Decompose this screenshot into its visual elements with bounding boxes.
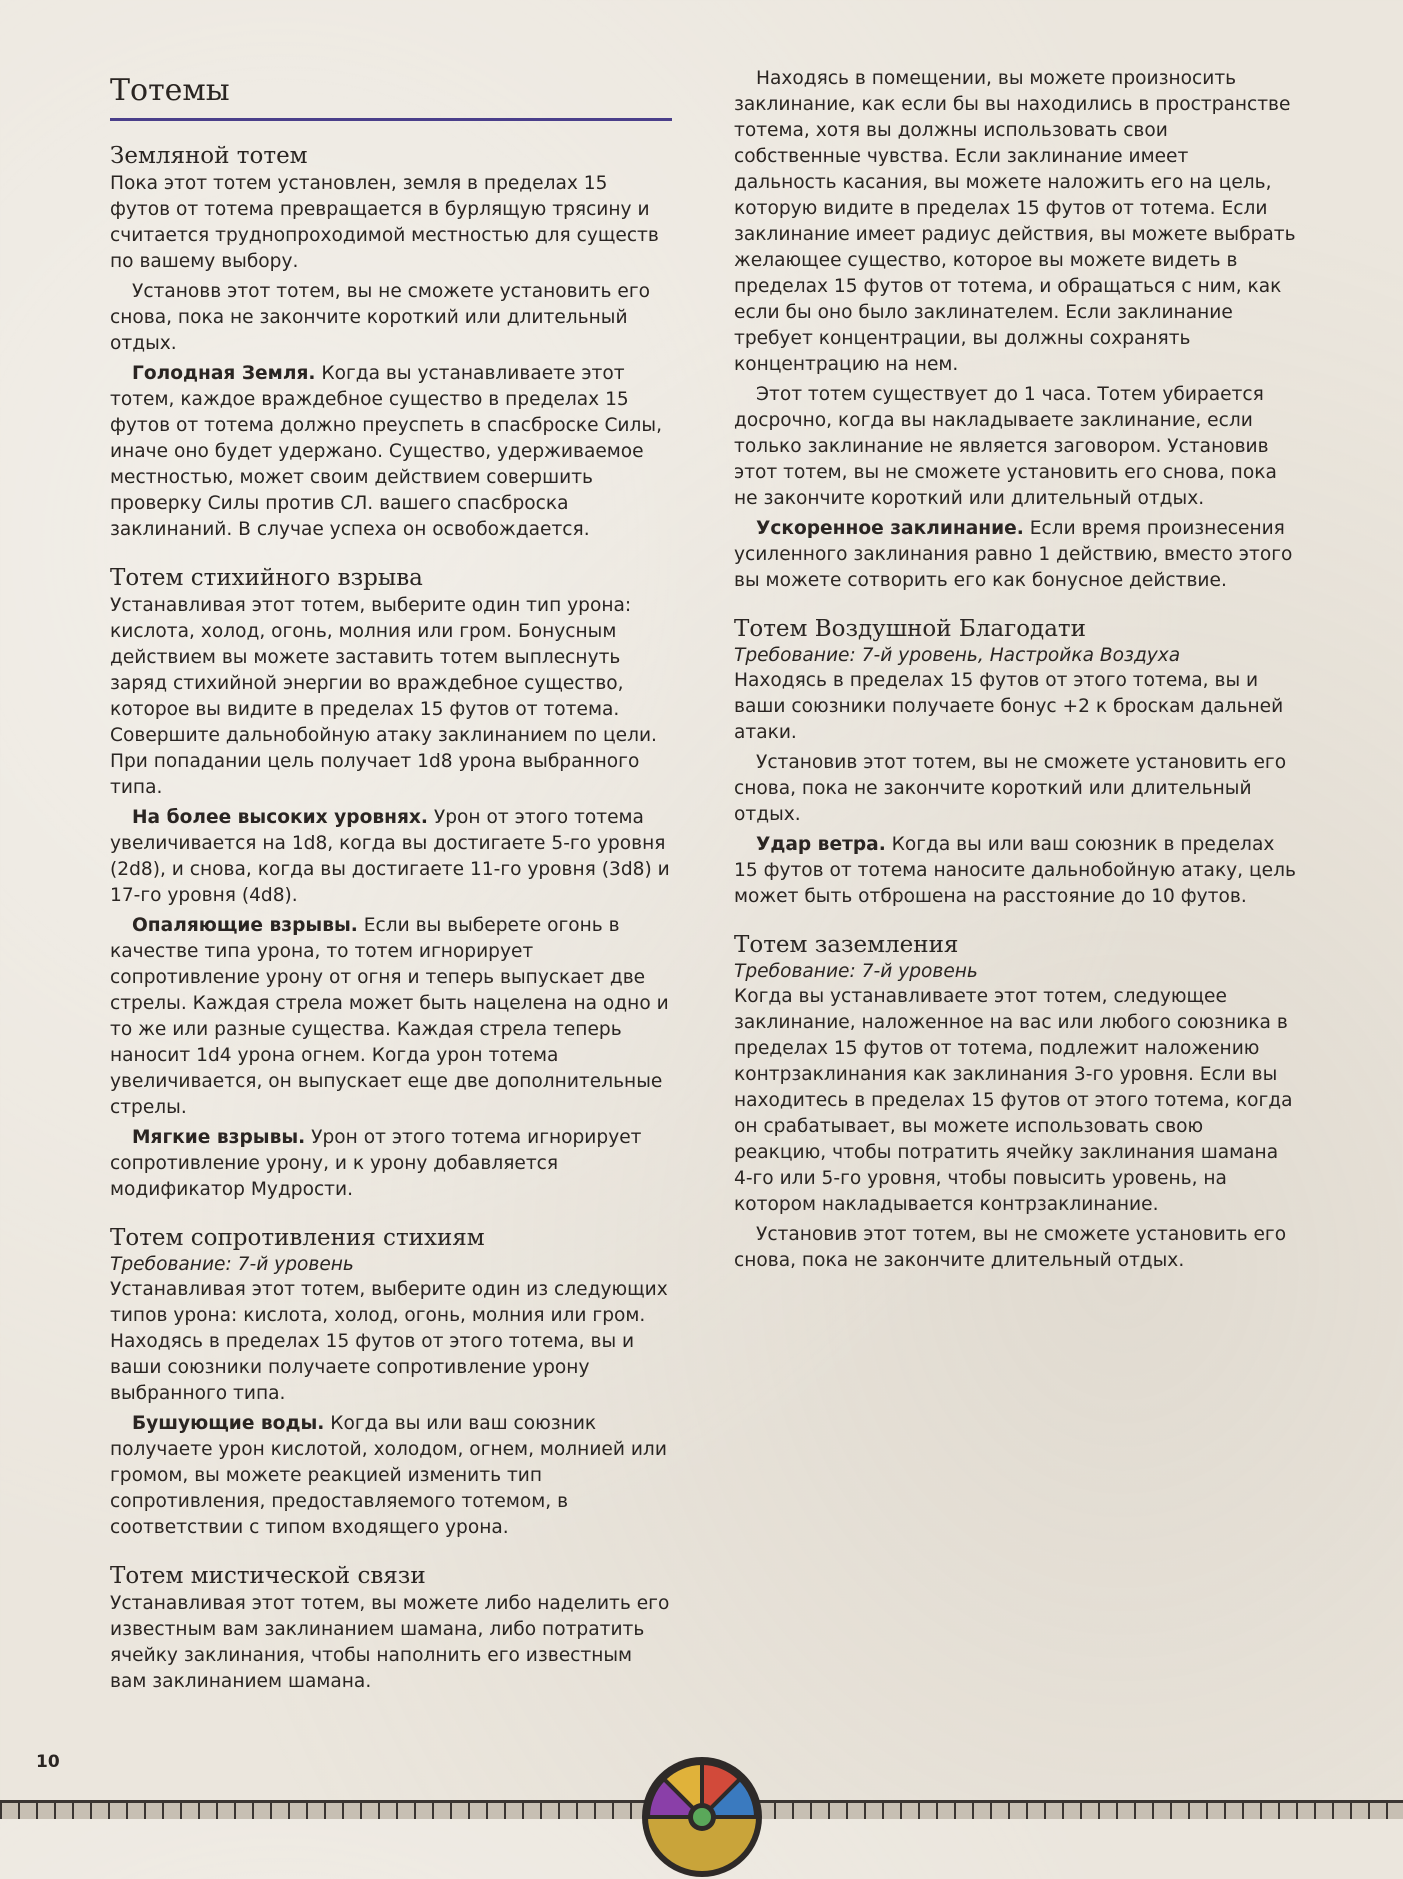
paragraph-text: Установв этот тотем, вы не сможете установить его снова, пока не закончите короткий или длительный отдых. [110, 281, 650, 354]
paragraph [110, 279, 672, 357]
paragraph [734, 750, 1296, 828]
paragraph [110, 913, 672, 1121]
paragraph-text: Когда вы устанавливаете этот тотем, каждое враждебное существо в пределах 15 футов от тотема должно преуспеть в спасброске Силы, иначе оно будет удержано. Существо, удерживаемое местностью, может своим действием совершить проверку Силы против СЛ. вашего спасброска заклинаний. В случае успеха он освобождается. [110, 363, 662, 540]
paragraph-text: Пока этот тотем установлен, земля в пределах 15 футов от тотема превращается в бурлящую трясину и считается труднопроходимой местностью для существ по вашему выбору. [110, 173, 659, 272]
paragraph-text: Когда вы устанавливаете этот тотем, следующее заклинание, наложенное на вас или любого союзника в пределах 15 футов от тотема, подлежит наложению контрзаклинания как заклинания 3-го уровня. Если вы находитесь в пределах 15 футов от этого тотема, когда он срабатывает, вы можете использовать свою реакцию, чтобы потратить ячейку заклинания шамана 4-го или 5-го уровня, чтобы повысить уровень, на котором накладывается контрзаклинание. [734, 986, 1293, 1215]
paragraph-text: Находясь в помещении, вы можете произносить заклинание, как если бы вы находились в пространстве тотема, хотя вы должны использовать свои собственные чувства. Если заклинание имеет дальность касания, вы можете наложить его на цель, которую видите в пределах 15 футов от тотема. Если заклинание имеет радиус действия, вы можете выбрать желающее существо, которое вы можете видеть в пределах 15 футов от тотема, и обращаться с ним, как если бы оно было заклинателем. Если заклинание требует концентрации, вы должны сохранять концентрацию на нем. [734, 68, 1296, 375]
feature-name: Бушующие воды. [132, 1413, 325, 1434]
paragraph [110, 593, 672, 801]
paragraph [734, 1222, 1296, 1274]
stained-glass-emblem-icon [640, 1755, 764, 1879]
paragraph-text: Установив этот тотем, вы не сможете установить его снова, пока не закончите короткий или длительный отдых. [734, 752, 1287, 825]
feature-name: Ускоренное заклинание. [756, 518, 1024, 539]
section [734, 66, 1296, 594]
paragraph-text: Если вы выберете огонь в качестве типа урона, то тотем игнорирует сопротивление урону от огня и теперь выпускает две стрелы. Каждая стрела может быть нацелена на одно и то же или разные существа. Каждая стрела теперь наносит 1d4 урона огнем. Когда урон тотема увеличивается, он выпускает еще две дополнительные стрелы. [110, 915, 669, 1118]
paragraph [734, 66, 1296, 378]
page-number: 10 [36, 1752, 60, 1772]
requirement-text: Требование: 7-й уровень [110, 1254, 354, 1275]
paragraph [110, 805, 672, 909]
section-title: Тотем Воздушной Благодати [734, 616, 1086, 642]
paragraph-text: Урон от этого тотема игнорирует сопротивление урону, и к урону добавляется модификатор Мудрости. [110, 1127, 642, 1200]
left-column [110, 62, 672, 1695]
page-title: Тотемы [110, 72, 672, 121]
paragraph-text: Урон от этого тотема увеличивается на 1d8, когда вы достигаете 5-го уровня (2d8), и снова, когда вы достигаете 11-го уровня (3d8) и 17-го уровня (4d8). [110, 807, 670, 906]
requirement-text: Требование: 7-й уровень [734, 961, 978, 982]
paragraph [110, 1125, 672, 1203]
paragraph-text: Находясь в пределах 15 футов от этого тотема, вы и ваши союзники получаете бонус +2 к броскам дальней атаки. [734, 670, 1284, 743]
paragraph [110, 1277, 672, 1407]
paragraph-text: Устанавливая этот тотем, выберите один из следующих типов урона: кислота, холод, огонь, молния или гром. Находясь в пределах 15 футов от этого тотема, вы и ваши союзники получаете сопротивление урону выбранного типа. [110, 1279, 668, 1404]
paragraph-text: Если время произнесения усиленного заклинания равно 1 действию, вместо этого вы можете сотворить его как бонусное действие. [734, 518, 1293, 591]
feature-name: Удар ветра. [756, 834, 886, 855]
paragraph [734, 668, 1296, 746]
paragraph [734, 382, 1296, 512]
section-title: Тотем стихийного взрыва [110, 565, 423, 591]
paragraph-text: Когда вы или ваш союзник в пределах 15 футов от тотема наносите дальнобойную атаку, цель может быть отброшена на расстояние до 10 футов. [734, 834, 1296, 907]
feature-name: Мягкие взрывы. [132, 1127, 306, 1148]
paragraph [110, 1591, 672, 1695]
section [110, 1223, 672, 1541]
paragraph-text: Устанавливая этот тотем, выберите один тип урона: кислота, холод, огонь, молния или гром. Бонусным действием вы можете заставить тотем выплеснуть заряд стихийной энергии во враждебное существо, которое вы видите в пределах 15 футов от тотема. Совершите дальнобойную атаку заклинанием по цели. При попадании цель получает 1d8 урона выбранного типа. [110, 595, 657, 798]
requirement-text: Требование: 7-й уровень, Настройка Воздуха [734, 645, 1181, 666]
section [110, 563, 672, 1203]
section-title: Тотем сопротивления стихиям [110, 1225, 485, 1251]
section-title: Земляной тотем [110, 143, 308, 169]
paragraph-text: Установив этот тотем, вы не сможете установить его снова, пока не закончите длительный отдых. [734, 1224, 1287, 1271]
feature-name: Опаляющие взрывы. [132, 915, 358, 936]
section [734, 930, 1296, 1274]
paragraph [734, 516, 1296, 594]
paragraph-text: Когда вы или ваш союзник получаете урон кислотой, холодом, огнем, молнией или громом, вы можете реакцией изменить тип сопротивления, предоставляемого тотемом, в соответствии с типом входящего урона. [110, 1413, 667, 1538]
paragraph-text: Устанавливая этот тотем, вы можете либо наделить его известным вам заклинанием шамана, либо потратить ячейку заклинания, чтобы наполнить его известным вам заклинанием шамана. [110, 1593, 670, 1692]
section-title: Тотем мистической связи [110, 1563, 426, 1589]
paragraph [110, 171, 672, 275]
paragraph [110, 361, 672, 543]
section-title: Тотем заземления [734, 932, 959, 958]
section [110, 141, 672, 543]
section [110, 1561, 672, 1695]
right-column [734, 62, 1296, 1274]
section [734, 614, 1296, 910]
paragraph [734, 832, 1296, 910]
paragraph [110, 1411, 672, 1541]
feature-name: На более высоких уровнях. [132, 807, 428, 828]
paragraph-text: Этот тотем существует до 1 часа. Тотем убирается досрочно, когда вы накладываете заклинание, если только заклинание не является заговором. Установив этот тотем, вы не сможете установить его снова, пока не закончите короткий или длительный отдых. [734, 384, 1277, 509]
paragraph [734, 984, 1296, 1218]
feature-name: Голодная Земля. [132, 363, 316, 384]
